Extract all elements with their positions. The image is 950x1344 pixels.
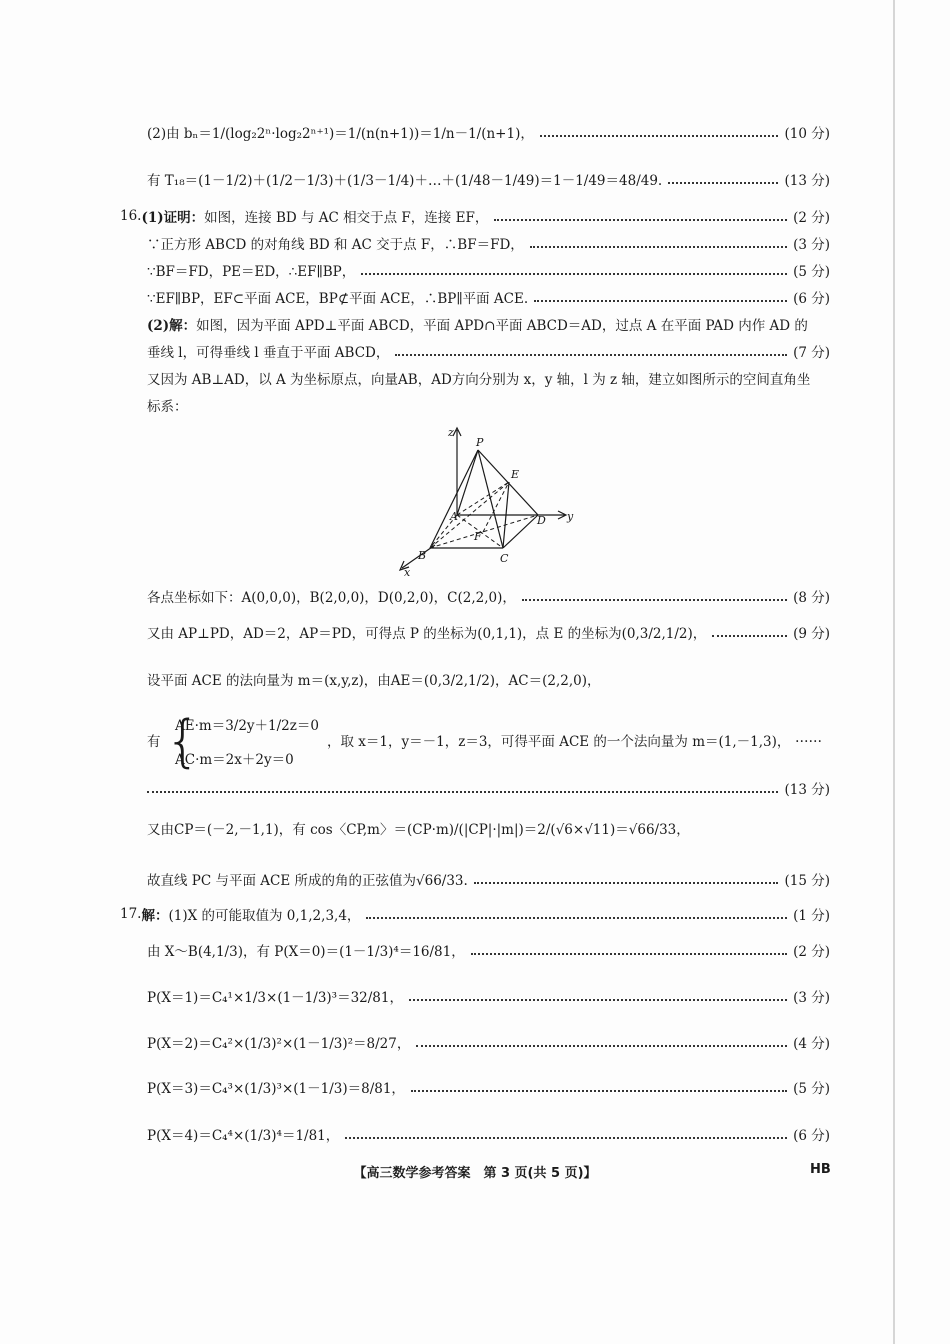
q16-line-14 (147, 865, 830, 893)
leader-dots (474, 882, 779, 884)
fig-label-z: z (448, 426, 454, 439)
q16-line-13 (147, 814, 830, 842)
q16-line-10 (147, 618, 830, 646)
q15-line-2 (147, 165, 830, 193)
leader-dots (534, 300, 787, 302)
score: (13 分) (784, 173, 830, 189)
leader-dots (494, 219, 787, 221)
q17-line-2 (147, 936, 830, 964)
fig-label-E: E (511, 468, 520, 481)
q17-line-4 (147, 1028, 830, 1056)
fig-label-B: B (418, 549, 427, 562)
score: (1 分) (793, 908, 830, 924)
page-footer: 【高三数学参考答案 第 3 页(共 5 页)】 (353, 1166, 597, 1181)
q17-line-6 (147, 1120, 830, 1148)
q16-line-12 (147, 774, 830, 802)
q15-line-2-text: 有 T₁₈＝(1－1/2)＋(1/2－1/3)＋(1/3－1/4)＋…＋(1/48－1/49)＝1－1/49＝48/49. (147, 173, 663, 189)
leader-dots (712, 635, 787, 637)
fig-label-x: x (404, 566, 411, 579)
leader-dots (411, 1090, 787, 1092)
fig-label-A: A (450, 510, 458, 523)
system-dots: …… (795, 730, 822, 746)
q16-line-14-text: 故直线 PC 与平面 ACE 所成的角的正弦值为√66/33. (147, 873, 468, 889)
q16-line-11-text: 设平面 ACE 的法向量为 m＝(x,y,z)，由AE＝(0,3/2,1/2)，AC＝(2,2,0)， (147, 673, 601, 689)
fig-label-D: D (537, 514, 546, 527)
q16-line-6-text: 垂线 l，可得垂线 l 垂直于平面 ABCD， (147, 345, 390, 361)
left-brace-icon: { (165, 709, 201, 774)
score: (2 分) (793, 210, 830, 226)
q16-line-4 (147, 283, 830, 311)
score: (3 分) (793, 990, 830, 1006)
system-lead: 有 (147, 734, 161, 750)
leader-dots (345, 1137, 787, 1139)
q17-line-6-text: P(X＝4)＝C₄⁴×(1/3)⁴＝1/81， (147, 1128, 340, 1144)
q15-line-1-text: (2)由 bₙ＝1/(log₂2ⁿ·log₂2ⁿ⁺¹)＝1/(n(n+1))＝1/n－1/(n+1)， (147, 126, 534, 142)
score: (4 分) (793, 1036, 830, 1052)
score: (7 分) (793, 345, 830, 361)
score: (8 分) (793, 590, 830, 606)
leader-dots (409, 999, 787, 1001)
q16-line-5-text: 如图，因为平面 APD⊥平面 ABCD，平面 APD∩平面 ABCD＝AD，过点 A 在平面 PAD 内作 AD 的 (196, 318, 808, 334)
system-row-2: AC·m＝2x＋2y＝0 (175, 752, 294, 768)
q16-line-5 (147, 310, 830, 338)
score: (10 分) (784, 126, 830, 142)
leader-dots (366, 917, 787, 919)
score: (2 分) (793, 944, 830, 960)
q16-line-8 (147, 391, 830, 419)
q16-line-1 (120, 202, 830, 230)
q17-line-3-text: P(X＝1)＝C₄¹×1/3×(1－1/3)³＝32/81， (147, 990, 403, 1006)
q16-line-9 (147, 582, 830, 610)
leader-dots (395, 354, 787, 356)
q17-line-5 (147, 1073, 830, 1101)
q17-line-3 (147, 982, 830, 1010)
q16-line-3-text: ∵BF＝FD，PE＝ED，∴EF∥BP， (147, 264, 356, 280)
q16-solution-label: (2)解： (147, 318, 197, 334)
footer-code: HB (810, 1162, 831, 1177)
leader-dots (530, 246, 787, 248)
fig-label-C: C (500, 552, 509, 565)
fig-label-F: F (474, 530, 482, 543)
leader-dots (522, 599, 787, 601)
q16-line-13-text: 又由CP＝(－2,－1,1)，有 cos〈CP,m〉＝(CP·m)/(|CP|·|m|)＝2/(√6×√11)＝√66/33， (147, 822, 690, 838)
q17-solution-label: 解： (141, 908, 169, 924)
leader-dots (471, 953, 787, 955)
score: (6 分) (793, 291, 830, 307)
fig-label-P: P (476, 436, 484, 449)
q16-line-8-text: 标系： (147, 399, 188, 415)
leader-dots (361, 273, 787, 275)
q16-line-6 (147, 337, 830, 365)
score: (5 分) (793, 264, 830, 280)
question-number: 16. (120, 208, 142, 224)
leader-dots (147, 791, 778, 793)
q16-line-4-text: ∵EF∥BP，EF⊂平面 ACE，BP⊄平面 ACE，∴BP∥平面 ACE. (147, 291, 529, 307)
q17-line-4-text: P(X＝2)＝C₄²×(1/3)²×(1－1/3)²＝8/27， (147, 1036, 411, 1052)
question-number: 17. (120, 906, 142, 922)
leader-dots (416, 1045, 787, 1047)
q17-line-5-text: P(X＝3)＝C₄³×(1/3)³×(1－1/3)＝8/81， (147, 1081, 405, 1097)
score: (3 分) (793, 237, 830, 253)
system-text: ，取 x＝1，y＝－1，z＝3，可得平面 ACE 的一个法向量为 m＝(1,－1,3)， (327, 734, 791, 750)
fig-label-y: y (567, 510, 574, 523)
q17-line-2-text: 由 X～B(4,1/3)，有 P(X＝0)＝(1－1/3)⁴＝16/81， (147, 944, 465, 960)
q16-line-9-text: 各点坐标如下：A(0,0,0)，B(2,0,0)，D(0,2,0)，C(2,2,0)， (147, 590, 516, 606)
q16-line-10-text: 又由 AP⊥PD，AD＝2，AP＝PD，可得点 P 的坐标为(0,1,1)，点 E 的坐标为(0,3/2,1/2)， (147, 626, 707, 642)
q16-proof-label: (1)证明： (141, 210, 205, 226)
score: (13 分) (784, 782, 830, 798)
page-edge (893, 0, 895, 1344)
equation-system (147, 709, 830, 774)
q16-line-2-text: ∵正方形 ABCD 的对角线 BD 和 AC 交于点 F，∴BF＝FD， (147, 237, 524, 253)
q16-line-1-text: 如图，连接 BD 与 AC 相交于点 F，连接 EF， (204, 210, 489, 226)
score: (5 分) (793, 1081, 830, 1097)
q16-line-3 (147, 256, 830, 284)
pyramid-figure (390, 420, 590, 580)
system-row-1: AE·m＝3/2y＋1/2z＝0 (175, 718, 319, 734)
score: (9 分) (793, 626, 830, 642)
leader-dots (540, 135, 779, 137)
q16-line-7-text: 又因为 AB⊥AD，以 A 为坐标原点，向量AB，AD方向分别为 x，y 轴，l 为 z 轴，建立如图所示的空间直角坐 (147, 372, 811, 388)
q17-line-1-text: (1)X 的可能取值为 0,1,2,3,4， (168, 908, 361, 924)
q16-line-2 (147, 229, 830, 257)
q15-line-1 (147, 118, 830, 146)
q16-line-7 (147, 364, 830, 392)
q16-line-11 (147, 665, 830, 693)
score: (15 分) (784, 873, 830, 889)
score: (6 分) (793, 1128, 830, 1144)
q17-line-1 (120, 900, 830, 928)
leader-dots (668, 182, 778, 184)
